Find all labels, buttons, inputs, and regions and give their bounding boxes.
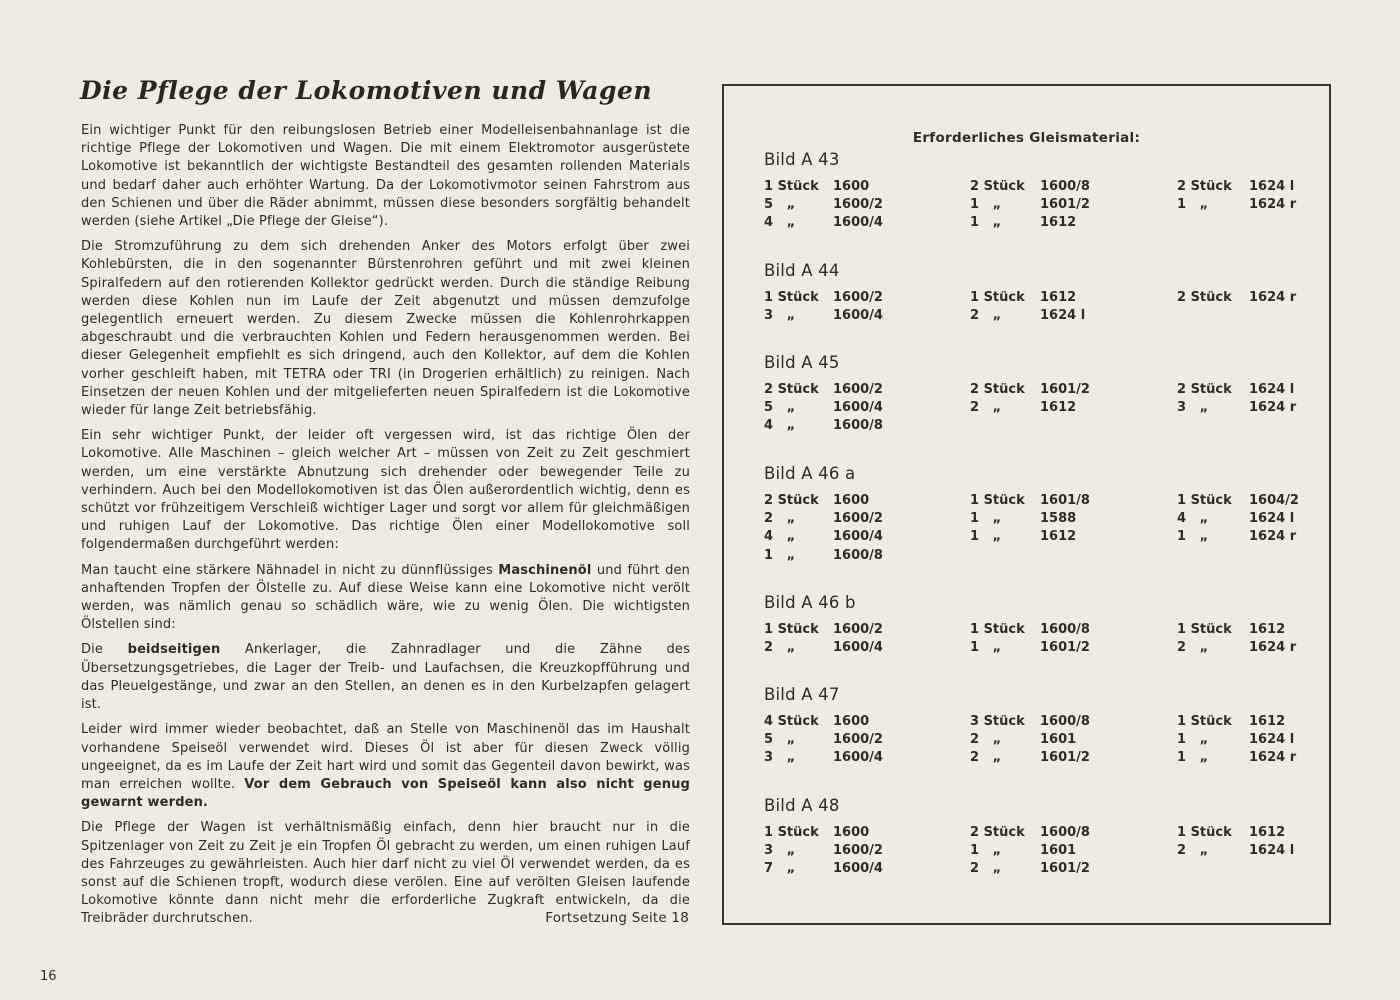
- quantity: 1 Stück: [970, 290, 1025, 305]
- quantity: 1 Stück: [1177, 825, 1232, 840]
- quantity: 1 Stück: [764, 179, 819, 194]
- article-number: 1600/4: [833, 750, 883, 766]
- article-number: 1601/8: [1040, 493, 1090, 508]
- quantity: 2 Stück: [1177, 382, 1232, 397]
- article-number: 1600: [833, 714, 870, 729]
- quantity: 1 Stück: [970, 622, 1025, 637]
- material-row: [724, 640, 1329, 658]
- article-number: 1600/4: [833, 529, 883, 545]
- article-number: 1612: [1040, 529, 1077, 545]
- material-row: [724, 529, 1329, 547]
- article-number: 1612: [1040, 400, 1077, 416]
- article-number: 1624 r: [1249, 640, 1297, 656]
- quantity: 2 Stück: [970, 825, 1025, 840]
- quantity: 4 „: [764, 418, 796, 434]
- group-title: Bild A 46 a: [764, 464, 856, 483]
- group-title: Bild A 43: [764, 150, 840, 169]
- quantity: 2 „: [970, 308, 1002, 324]
- quantity: 1 Stück: [1177, 493, 1232, 508]
- paragraph-oil-points: Die beidseitigen Ankerlager, die Zahnradlager und die Zähne des Übersetzungsgetriebes, die Lager der Treib- und Laufachsen, die Kreuzkopfführung und das Pleuelgestänge, und zwar an den Stellen, an denen es in den Kurbelzapfen gelagert ist.: [81, 642, 690, 713]
- material-row: [724, 622, 1329, 640]
- group-title: Bild A 47: [764, 685, 840, 704]
- article-number: 1624 r: [1249, 290, 1297, 305]
- material-row: [724, 843, 1329, 861]
- material-row: [724, 714, 1329, 732]
- article-number: 1600/8: [1040, 179, 1090, 194]
- material-row: [724, 308, 1329, 326]
- quantity: 5 „: [764, 732, 796, 748]
- group-title: Bild A 45: [764, 353, 840, 372]
- quantity: 2 „: [970, 400, 1002, 416]
- quantity: 1 „: [1177, 750, 1209, 766]
- quantity: 1 „: [970, 511, 1002, 527]
- quantity: 2 „: [970, 732, 1002, 748]
- material-row: [724, 750, 1329, 768]
- quantity: 1 Stück: [764, 290, 819, 305]
- article-number: 1600/8: [833, 547, 883, 563]
- quantity: 3 „: [764, 308, 796, 324]
- quantity: 3 „: [764, 843, 796, 859]
- quantity: 1 „: [970, 197, 1002, 213]
- quantity: 1 „: [970, 640, 1002, 656]
- quantity: 1 „: [970, 843, 1002, 859]
- group-title: Bild A 44: [764, 261, 840, 280]
- quantity: 2 Stück: [970, 179, 1025, 194]
- article-number: 1624 l: [1249, 179, 1295, 194]
- article-number: 1588: [1040, 511, 1077, 527]
- quantity: 1 Stück: [1177, 714, 1232, 729]
- quantity: 2 „: [1177, 640, 1209, 656]
- quantity: 1 „: [1177, 732, 1209, 748]
- material-row: [724, 290, 1329, 308]
- paragraph-carbon-brushes: Die Stromzuführung zu dem sich drehenden Anker des Motors erfolgt über zwei Kohlebürsten, die in den sogenannter Bürstenrohren geführt und mit zwei kleinen Spiralfedern auf den rotierenden Kollektor gedrückt werden. Durch die ständige Reibung werden diese Kohlen nun im Laufe der Zeit abgenutzt und müssen demzufolge gelegentlich erneuert werden. Zu diesem Zwecke müssen die Kohlenrohrkappen abgeschraubt und die verbrauchten Kohlen und Federn herausgenommen werden. Bei dieser Gelegenheit empfiehlt es sich dringend, auch den Kollektor, auf dem die Kohlen vorher geschleift haben, mit TETRA oder TRI (in Drogerien erhältlich) zu reinigen. Nach Einsetzen der neuen Kohlen und der mitgelieferten neuen Spiralfedern ist die Lokomotive wieder für lange Zeit betriebsfähig.: [81, 239, 690, 419]
- article-number: 1600/2: [833, 197, 883, 213]
- article-number: 1612: [1249, 825, 1286, 840]
- article-number: 1612: [1040, 290, 1077, 305]
- article-number: 1600/4: [833, 640, 883, 656]
- article-number: 1624 l: [1040, 308, 1086, 324]
- material-row: [724, 382, 1329, 400]
- quantity: 2 „: [970, 750, 1002, 766]
- material-row: [724, 861, 1329, 879]
- article-number: 1600/8: [833, 418, 883, 434]
- quantity: 1 „: [970, 215, 1002, 231]
- quantity: 1 Stück: [764, 825, 819, 840]
- article-number: 1612: [1249, 622, 1286, 637]
- article-number: 1624 r: [1249, 400, 1297, 416]
- track-material-panel: [722, 84, 1331, 925]
- article-number: 1600/8: [1040, 714, 1090, 729]
- material-row: [724, 548, 1329, 566]
- quantity: 4 „: [764, 215, 796, 231]
- article-number: 1624 l: [1249, 732, 1295, 748]
- quantity: 4 „: [1177, 511, 1209, 527]
- article-number: 1600/2: [833, 511, 883, 527]
- quantity: 1 „: [1177, 197, 1209, 213]
- quantity: 2 Stück: [970, 382, 1025, 397]
- article-number: 1601: [1040, 843, 1077, 859]
- material-row: [724, 197, 1329, 215]
- quantity: 2 Stück: [764, 493, 819, 508]
- quantity: 4 Stück: [764, 714, 819, 729]
- article-number: 1600/2: [833, 382, 883, 397]
- material-row: [724, 511, 1329, 529]
- quantity: 2 Stück: [764, 382, 819, 397]
- material-row: [724, 825, 1329, 843]
- quantity: 1 „: [970, 529, 1002, 545]
- article-number: 1600/8: [1040, 622, 1090, 637]
- quantity: 2 „: [764, 640, 796, 656]
- article-number: 1604/2: [1249, 493, 1299, 508]
- quantity: 5 „: [764, 197, 796, 213]
- material-row: [724, 493, 1329, 511]
- continuation-note: Fortsetzung Seite 18: [545, 910, 689, 926]
- material-row: [724, 179, 1329, 197]
- article-number: 1600: [833, 493, 870, 508]
- quantity: 3 „: [764, 750, 796, 766]
- material-row: [724, 400, 1329, 418]
- quantity: 1 Stück: [970, 493, 1025, 508]
- material-row: [724, 732, 1329, 750]
- article-number: 1600/8: [1040, 825, 1090, 840]
- quantity: 1 „: [1177, 529, 1209, 545]
- quantity: 7 „: [764, 861, 796, 877]
- paragraph-oiling: Ein sehr wichtiger Punkt, der leider oft vergessen wird, ist das richtige Ölen der Lokomotive. Alle Maschinen – gleich welcher Art – müssen von Zeit zu Zeit geschmiert werden, um eine verstärkte Abnutzung sich drehender oder bewegender Teile zu verhindern. Auch bei den Modellokomotiven ist das Ölen außerordentlich wichtig, denn es schützt vor frühzeitigem Verschleiß wichtiger Lager und sorgt vor allem für gleichmäßigen und ruhigen Lauf der Lokomotive. Das richtige Ölen einer Modellokomotive soll folgendermaßen durchgeführt werden:: [81, 428, 690, 553]
- page-number: 16: [40, 969, 57, 984]
- article-number: 1601/2: [1040, 640, 1090, 656]
- article-number: 1624 r: [1249, 529, 1297, 545]
- article-number: 1624 l: [1249, 843, 1295, 859]
- article-number: 1624 l: [1249, 382, 1295, 397]
- page-title: Die Pflege der Lokomotiven und Wagen: [80, 76, 653, 105]
- article-number: 1612: [1040, 215, 1077, 231]
- paragraph-wagon-care: Die Pflege der Wagen ist verhältnismäßig einfach, denn hier braucht nur in die Spitzenlager von Zeit zu Zeit je ein Tropfen Öl gebracht zu werden, um einen ruhigen Lauf des Fahrzeuges zu gewährleisten. Auch hier darf nicht zu viel Öl verwendet werden, da es sonst auf die Schienen tropft, wodurch diese verölen. Eine auf verölten Gleisen laufende Lokomotive könnte dann nicht mehr die erforderliche Zugkraft entwickeln, da die Treibräder durchrutschen.: [81, 820, 690, 927]
- article-number: 1612: [1249, 714, 1286, 729]
- article-number: 1600: [833, 825, 870, 840]
- quantity: 2 „: [1177, 843, 1209, 859]
- quantity: 1 „: [764, 547, 796, 563]
- article-number: 1601/2: [1040, 750, 1090, 766]
- group-title: Bild A 48: [764, 796, 840, 815]
- paragraph-intro: Ein wichtiger Punkt für den reibungslosen Betrieb einer Modelleisenbahnanlage ist die richtige Pflege der Lokomotiven und Wagen. Die mit einem Elektromotor ausgerüstete Lokomotive ist bekanntlich der wichtigste Bestandteil des gesamten rollenden Materials und bedarf daher auch erhöhter Wartung. Da der Lokomotivmotor seinen Fahrstrom aus den Schienen und über die Räder abnimmt, müssen diese besonders sorgfältig behandelt werden (siehe Artikel „Die Pflege der Gleise“).: [81, 123, 690, 230]
- quantity: 2 Stück: [1177, 290, 1232, 305]
- article-number: 1600/4: [833, 215, 883, 231]
- paragraph-cooking-oil-warning: Leider wird immer wieder beobachtet, daß an Stelle von Maschinenöl das im Haushalt vorhandene Speiseöl verwendet wird. Dieses Öl ist aber für diesen Zweck völlig ungeeignet, da es im Laufe der Zeit hart wird und somit das Gegenteil davon bewirkt, was man erreichen wollte. Vor dem Gebrauch von Speiseöl kann also nicht genug gewarnt werden.: [81, 722, 690, 811]
- material-row: [724, 215, 1329, 233]
- article-number: 1600/4: [833, 308, 883, 324]
- article-number: 1600/2: [833, 732, 883, 748]
- article-number: 1600/4: [833, 861, 883, 877]
- article-number: 1601: [1040, 732, 1077, 748]
- material-row: [724, 418, 1329, 436]
- article-number: 1624 l: [1249, 511, 1295, 527]
- quantity: 5 „: [764, 400, 796, 416]
- article-number: 1624 r: [1249, 197, 1297, 213]
- article-text: [81, 122, 690, 936]
- quantity: 2 „: [970, 861, 1002, 877]
- quantity: 4 „: [764, 529, 796, 545]
- paragraph-oil-method: Man taucht eine stärkere Nähnadel in nicht zu dünnflüssiges Maschinenöl und führt den anhaftenden Tropfen der Ölstelle zu. Auf diese Weise kann eine Lokomotive nicht verölt werden, was nämlich genau so schädlich wäre, wie zu wenig Ölen. Die wichtigsten Ölstellen sind:: [81, 562, 691, 633]
- article-number: 1600/4: [833, 400, 883, 416]
- quantity: 2 „: [764, 511, 796, 527]
- article-number: 1601/2: [1040, 382, 1090, 397]
- quantity: 3 Stück: [970, 714, 1025, 729]
- group-title: Bild A 46 b: [764, 593, 856, 612]
- article-number: 1624 r: [1249, 750, 1297, 766]
- quantity: 2 Stück: [1177, 179, 1232, 194]
- quantity: 3 „: [1177, 400, 1209, 416]
- article-number: 1600: [833, 179, 870, 194]
- article-number: 1600/2: [833, 622, 883, 637]
- panel-title: Erforderliches Gleismaterial:: [912, 130, 1141, 146]
- article-number: 1601/2: [1040, 861, 1090, 877]
- quantity: 1 Stück: [1177, 622, 1232, 637]
- article-number: 1601/2: [1040, 197, 1090, 213]
- article-number: 1600/2: [833, 843, 883, 859]
- quantity: 1 Stück: [764, 622, 819, 637]
- article-number: 1600/2: [833, 290, 883, 305]
